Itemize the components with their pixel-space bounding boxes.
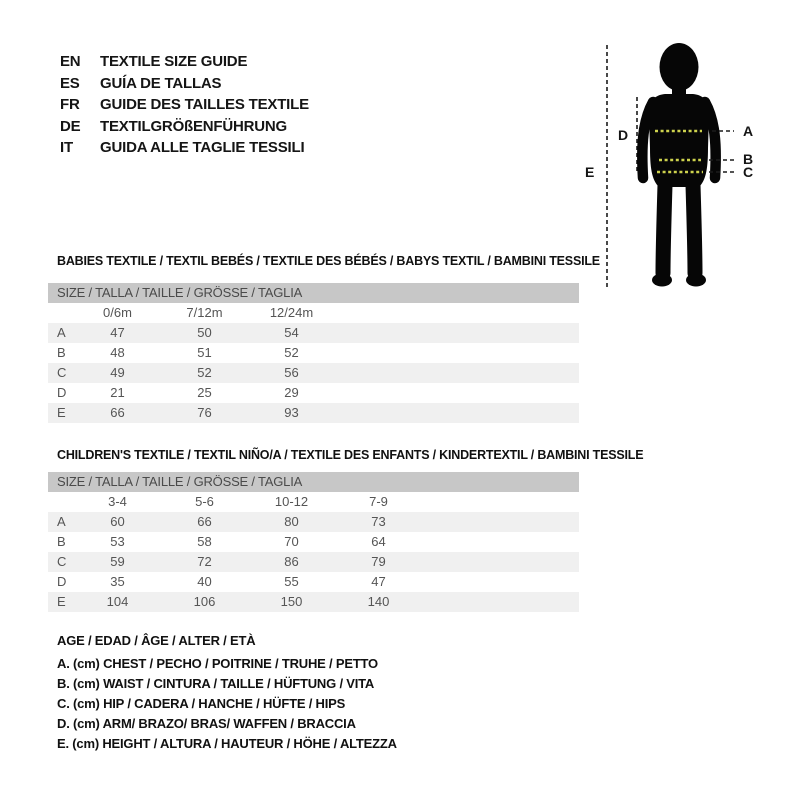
legend-age: AGE / EDAD / ÂGE / ALTER / ETÀ (57, 633, 256, 648)
language-code: DE (60, 117, 81, 135)
size-value: 56 (284, 365, 299, 380)
measurement-legend (57, 631, 397, 754)
language-row-en (60, 51, 309, 73)
child-silhouette (642, 43, 715, 287)
size-value: 80 (284, 514, 299, 529)
size-value: 48 (110, 345, 125, 360)
size-value: 73 (371, 514, 386, 529)
row-label: A (57, 325, 66, 340)
size-value: 47 (371, 574, 386, 589)
corner-cell (48, 492, 74, 512)
row-label: C (57, 365, 67, 380)
babies-row-e (48, 403, 579, 423)
language-label: GUIDE DES TAILLES TEXTILE (100, 96, 309, 113)
children-row-c (48, 552, 579, 572)
language-label: GUIDA ALLE TAGLIE TESSILI (100, 139, 305, 156)
language-row-it (60, 137, 309, 159)
row-label: B (57, 345, 66, 360)
babies-row-b (48, 343, 579, 363)
size-value: 55 (284, 574, 299, 589)
language-code: EN (60, 53, 81, 70)
row-label: D (57, 385, 67, 400)
size-value: 59 (110, 554, 125, 569)
size-value: 58 (197, 534, 212, 549)
size-value: 104 (106, 594, 129, 609)
size-value: 49 (110, 365, 125, 380)
language-code: ES (60, 74, 80, 92)
measure-label-a: A (743, 123, 754, 139)
measure-label-c: C (743, 164, 754, 180)
column-header: 7-9 (369, 494, 388, 509)
children-table-title: CHILDREN'S TEXTILE / TEXTIL NIÑO/A / TEXTILE DES ENFANTS / KINDERTEXTIL / BAMBINI TESSILE (57, 448, 644, 462)
size-value: 21 (110, 385, 125, 400)
children-row-e (48, 592, 579, 612)
size-value: 106 (193, 594, 216, 609)
size-value: 140 (367, 594, 390, 609)
size-value: 66 (197, 514, 212, 529)
babies-row-a (48, 323, 579, 343)
children-column-header-row (48, 492, 579, 512)
language-label: TEXTILE SIZE GUIDE (100, 53, 248, 70)
language-row-fr (60, 94, 309, 116)
children-row-b (48, 532, 579, 552)
column-header: 10-12 (274, 494, 309, 509)
row-label: E (57, 405, 66, 420)
language-label: GUÍA DE TALLAS (100, 74, 222, 92)
measure-label-b: B (743, 151, 754, 167)
language-row-de (60, 116, 309, 138)
size-value: 54 (284, 325, 299, 340)
babies-row-c (48, 363, 579, 383)
child-silhouette-figure (595, 38, 745, 293)
row-label: D (57, 574, 67, 589)
column-header: 12/24m (269, 305, 314, 320)
size-value: 25 (197, 385, 212, 400)
children-row-a (48, 512, 579, 532)
language-list (60, 51, 309, 159)
babies-size-header: SIZE / TALLA / TAILLE / GRÖSSE / TAGLIA (48, 283, 579, 303)
language-code: FR (60, 96, 80, 113)
size-value: 52 (197, 365, 212, 380)
measure-label-e: E (585, 164, 595, 180)
size-value: 93 (284, 405, 299, 420)
column-header: 0/6m (103, 305, 132, 320)
babies-size-table (48, 283, 579, 423)
size-value: 150 (280, 594, 303, 609)
column-header: 5-6 (195, 494, 214, 509)
size-value: 66 (110, 405, 125, 420)
language-label: TEXTILGRÖßENFÜHRUNG (100, 117, 288, 135)
babies-table-title: BABIES TEXTILE / TEXTIL BEBÉS / TEXTILE DES BÉBÉS / BABYS TEXTIL / BAMBINI TESSILE (57, 254, 600, 268)
column-header: 3-4 (108, 494, 127, 509)
size-value: 40 (197, 574, 212, 589)
row-label: A (57, 514, 66, 529)
size-value: 29 (284, 385, 299, 400)
size-value: 76 (197, 405, 212, 420)
legend-arm: D. (cm) ARM/ BRAZO/ BRAS/ WAFFEN / BRACCIA (57, 716, 356, 731)
babies-row-d (48, 383, 579, 403)
size-value: 35 (110, 574, 125, 589)
children-size-header: SIZE / TALLA / TAILLE / GRÖSSE / TAGLIA (48, 472, 579, 492)
language-code: IT (60, 139, 73, 156)
size-value: 86 (284, 554, 299, 569)
legend-chest: A. (cm) CHEST / PECHO / POITRINE / TRUHE / PETTO (57, 656, 378, 671)
size-value: 53 (110, 534, 125, 549)
size-value: 64 (371, 534, 386, 549)
row-label: B (57, 534, 66, 549)
size-value: 70 (284, 534, 299, 549)
size-value: 50 (197, 325, 212, 340)
corner-cell (48, 303, 74, 323)
children-size-table (48, 472, 579, 612)
legend-hip: C. (cm) HIP / CADERA / HANCHE / HÜFTE / HIPS (57, 696, 346, 711)
legend-height: E. (cm) HEIGHT / ALTURA / HAUTEUR / HÖHE / ALTEZZA (57, 736, 397, 751)
column-header: 7/12m (186, 305, 223, 320)
babies-column-header-row (48, 303, 579, 323)
size-value: 60 (110, 514, 125, 529)
size-value: 52 (284, 345, 299, 360)
size-value: 47 (110, 325, 125, 340)
row-label: C (57, 554, 67, 569)
row-label: E (57, 594, 66, 609)
size-value: 79 (371, 554, 386, 569)
measure-label-d: D (618, 127, 629, 143)
size-value: 72 (197, 554, 212, 569)
size-value: 51 (197, 345, 212, 360)
legend-waist: B. (cm) WAIST / CINTURA / TAILLE / HÜFTUNG / VITA (57, 676, 375, 691)
children-row-d (48, 572, 579, 592)
language-row-es (60, 73, 309, 95)
